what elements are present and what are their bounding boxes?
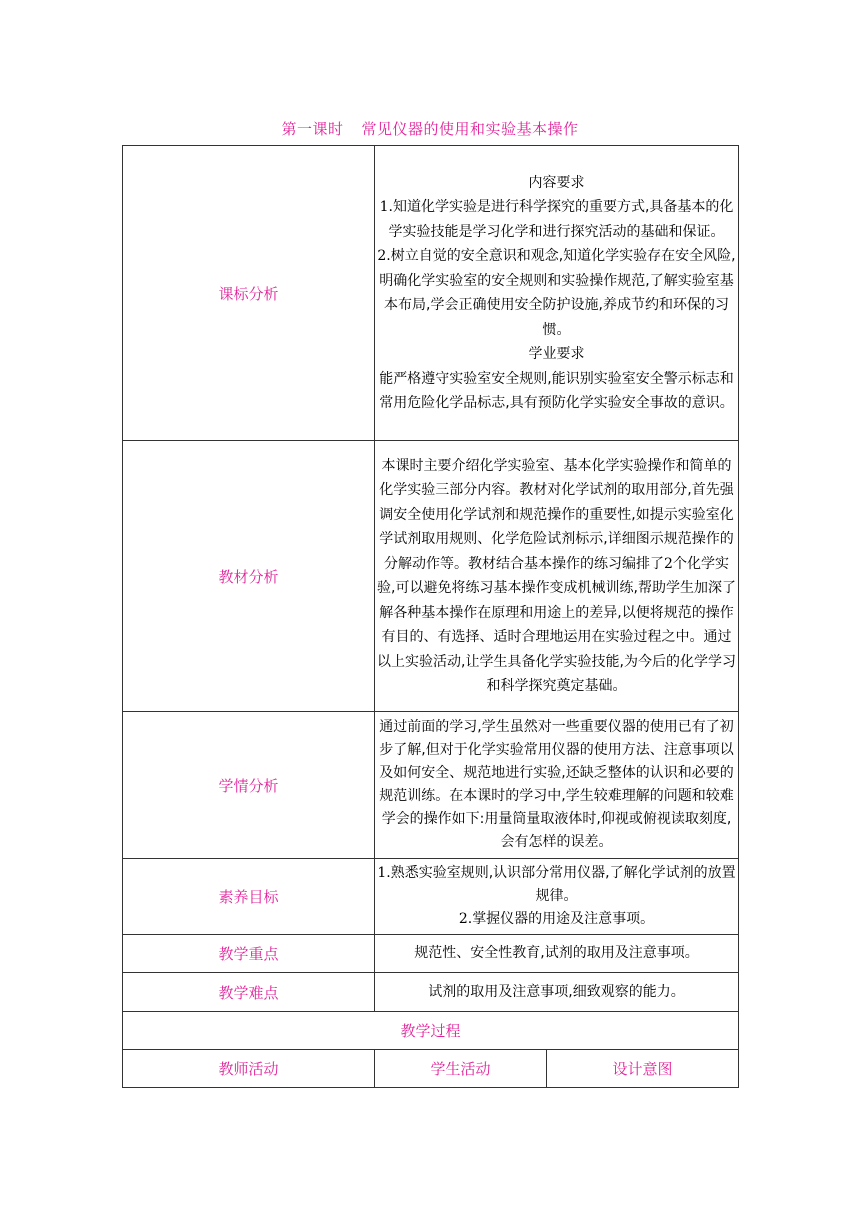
academic-requirements-heading: 学业要求 bbox=[528, 346, 585, 362]
page-title bbox=[0, 118, 860, 139]
lesson-plan-table bbox=[122, 145, 739, 1088]
goals-row bbox=[123, 859, 739, 935]
learner-row bbox=[123, 712, 739, 859]
curriculum-label: 课标分析 bbox=[123, 146, 375, 441]
academic-requirements-text: 能严格遵守实验室安全规则,能识别实验室安全警示标志和常用危险化学品标志,具有预防化学实验安全事故的意识。 bbox=[379, 370, 734, 411]
textbook-content: 本课时主要介绍化学实验室、基本化学实验操作和简单的化学实验三部分内容。教材对化学试剂的取用部分,首先强调安全使用化学试剂和规范操作的重要性,如提示实验室化学试剂取用规则、化学危险试剂标示,详细图示规范操作的分解动作等。教材结合基本操作的练习编排了2个化学实验,可以避免将练习基本操作变成机械训练,帮助学生加深了解各种基本操作在原理和用途上的差异,以便将规范的操作有目的、有选择、适时合理地运用在实验过程之中。通过以上实验活动,让学生具备化学实验技能,为今后的化学学习和科学探究奠定基础。 bbox=[375, 441, 739, 712]
learner-content: 通过前面的学习,学生虽然对一些重要仪器的使用已有了初步了解,但对于化学实验常用仪器的使用方法、注意事项以及如何安全、规范地进行实验,还缺乏整体的认识和必要的规范训练。在本课时的学习中,学生较难理解的问题和较难学会的操作如下:用量筒量取液体时,仰视或俯视读取刻度,会有怎样的误差。 bbox=[375, 712, 739, 859]
goal-item-1: 1.熟悉实验室规则,认识部分常用仪器,了解化学试剂的放置规律。 bbox=[377, 865, 736, 904]
curriculum-item-1: 1.知道化学实验是进行科学探究的重要方式,具备基本的化学实验技能是学习化学和进行探究活动的基础和保证。 bbox=[379, 199, 734, 240]
focus-label: 教学重点 bbox=[123, 935, 375, 973]
content-requirements-heading: 内容要求 bbox=[528, 174, 585, 191]
textbook-row bbox=[123, 441, 739, 712]
goals-label: 素养目标 bbox=[123, 859, 375, 935]
student-activity-header: 学生活动 bbox=[375, 1050, 547, 1088]
design-intent-header: 设计意图 bbox=[547, 1050, 739, 1088]
process-row bbox=[123, 1012, 739, 1050]
process-heading: 教学过程 bbox=[123, 1012, 739, 1050]
lesson-label: 第一课时 bbox=[281, 120, 344, 138]
process-columns-row bbox=[123, 1050, 739, 1088]
curriculum-item-2: 2.树立自觉的安全意识和观念,知道化学实验存在安全风险,明确化学实验室的安全规则和实验操作规范,了解实验室基本布局,学会正确使用安全防护设施,养成节约和环保的习惯。 bbox=[377, 248, 736, 338]
curriculum-row bbox=[123, 146, 739, 441]
teacher-activity-header: 教师活动 bbox=[123, 1050, 375, 1088]
focus-row bbox=[123, 935, 739, 973]
difficulty-label: 教学难点 bbox=[123, 973, 375, 1012]
curriculum-content bbox=[375, 146, 739, 441]
learner-label: 学情分析 bbox=[123, 712, 375, 859]
difficulty-row bbox=[123, 973, 739, 1012]
goal-item-2: 2.掌握仪器的用途及注意事项。 bbox=[458, 911, 655, 927]
difficulty-content: 试剂的取用及注意事项,细致观察的能力。 bbox=[375, 973, 739, 1012]
textbook-label: 教材分析 bbox=[123, 441, 375, 712]
goals-content bbox=[375, 859, 739, 935]
focus-content: 规范性、安全性教育,试剂的取用及注意事项。 bbox=[375, 935, 739, 973]
lesson-topic: 常见仪器的使用和实验基本操作 bbox=[361, 120, 579, 138]
